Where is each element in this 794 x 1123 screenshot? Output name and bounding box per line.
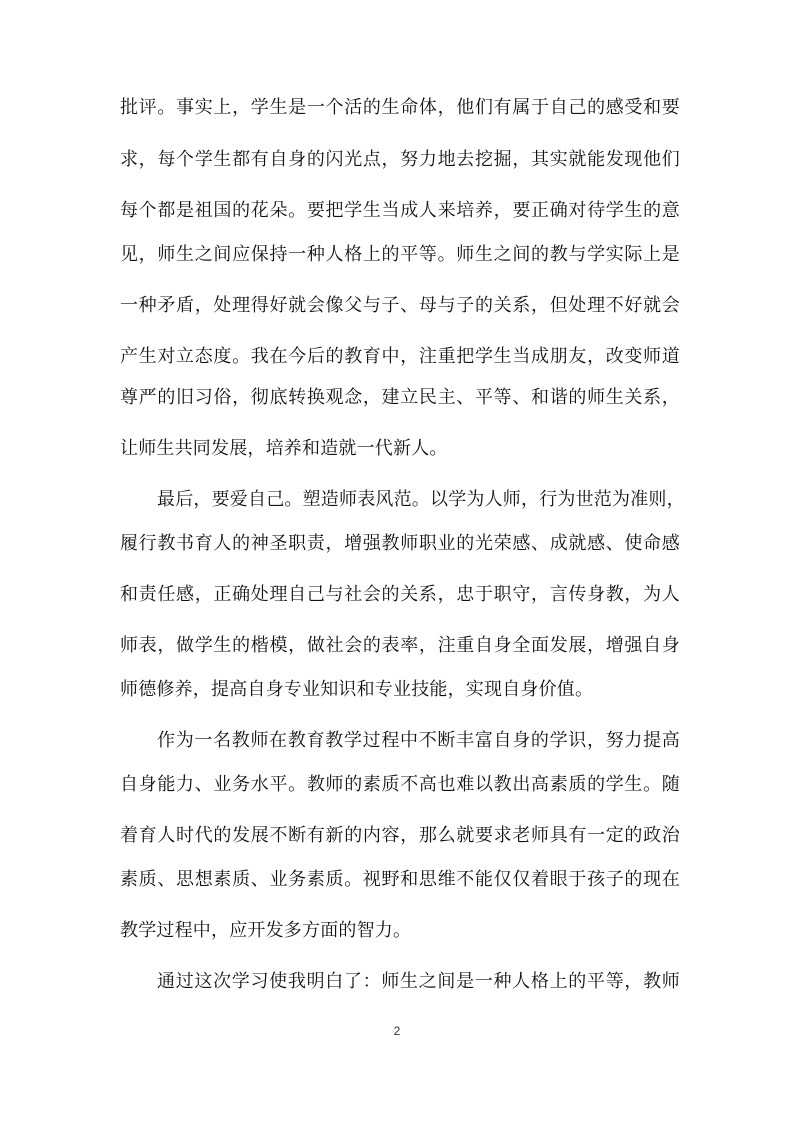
page-number: 2: [393, 1024, 401, 1038]
text-line: 求，每个学生都有自身的闪光点，努力地去挖掘，其实就能发现他们: [120, 149, 680, 170]
paragraph-first-line: 通过这次学习使我明白了：师生之间是一种人格上的平等，教师: [157, 971, 680, 992]
text-line: 每个都是祖国的花朵。要把学生当成人来培养，要正确对待学生的意: [120, 200, 680, 221]
text-line: 着育人时代的发展不断有新的内容，那么就要求老师具有一定的政治: [120, 825, 680, 846]
text-line: 见，师生之间应保持一种人格上的平等。师生之间的教与学实际上是: [120, 244, 680, 265]
text-line: 自身能力、业务水平。教师的素质不高也难以教出高素质的学生。随: [120, 774, 680, 795]
text-line: 师表，做学生的楷模，做社会的表率，注重自身全面发展，增强自身: [120, 635, 680, 656]
text-line: 产生对立态度。我在今后的教育中，注重把学生当成朋友，改变师道: [120, 346, 680, 367]
text-line: 和责任感，正确处理自己与社会的关系，忠于职守，言传身教，为人: [120, 584, 680, 605]
text-line: 履行教书育人的神圣职责，增强教师职业的光荣感、成就感、使命感: [120, 533, 680, 554]
paragraph-first-line: 最后，要爱自己。塑造师表风范。以学为人师，行为世范为准则，: [157, 489, 685, 510]
text-line: 素质、思想素质、业务素质。视野和思维不能仅仅着眼于孩子的现在: [120, 869, 680, 890]
text-line: 让师生共同发展，培养和造就一代新人。: [120, 438, 448, 459]
text-line: 尊严的旧习俗，彻底转换观念，建立民主、平等、和谐的师生关系，: [120, 387, 680, 408]
paragraph-first-line: 作为一名教师在教育教学过程中不断丰富自身的学识，努力提高: [157, 730, 680, 751]
text-line: 师德修养，提高自身专业知识和专业技能，实现自身价值。: [120, 679, 594, 700]
text-line: 批评。事实上，学生是一个活的生命体，他们有属于自己的感受和要: [120, 97, 680, 118]
text-line: 一种矛盾，处理得好就会像父与子、母与子的关系，但处理不好就会: [120, 295, 680, 316]
text-line: 教学过程中，应开发多方面的智力。: [120, 920, 412, 941]
